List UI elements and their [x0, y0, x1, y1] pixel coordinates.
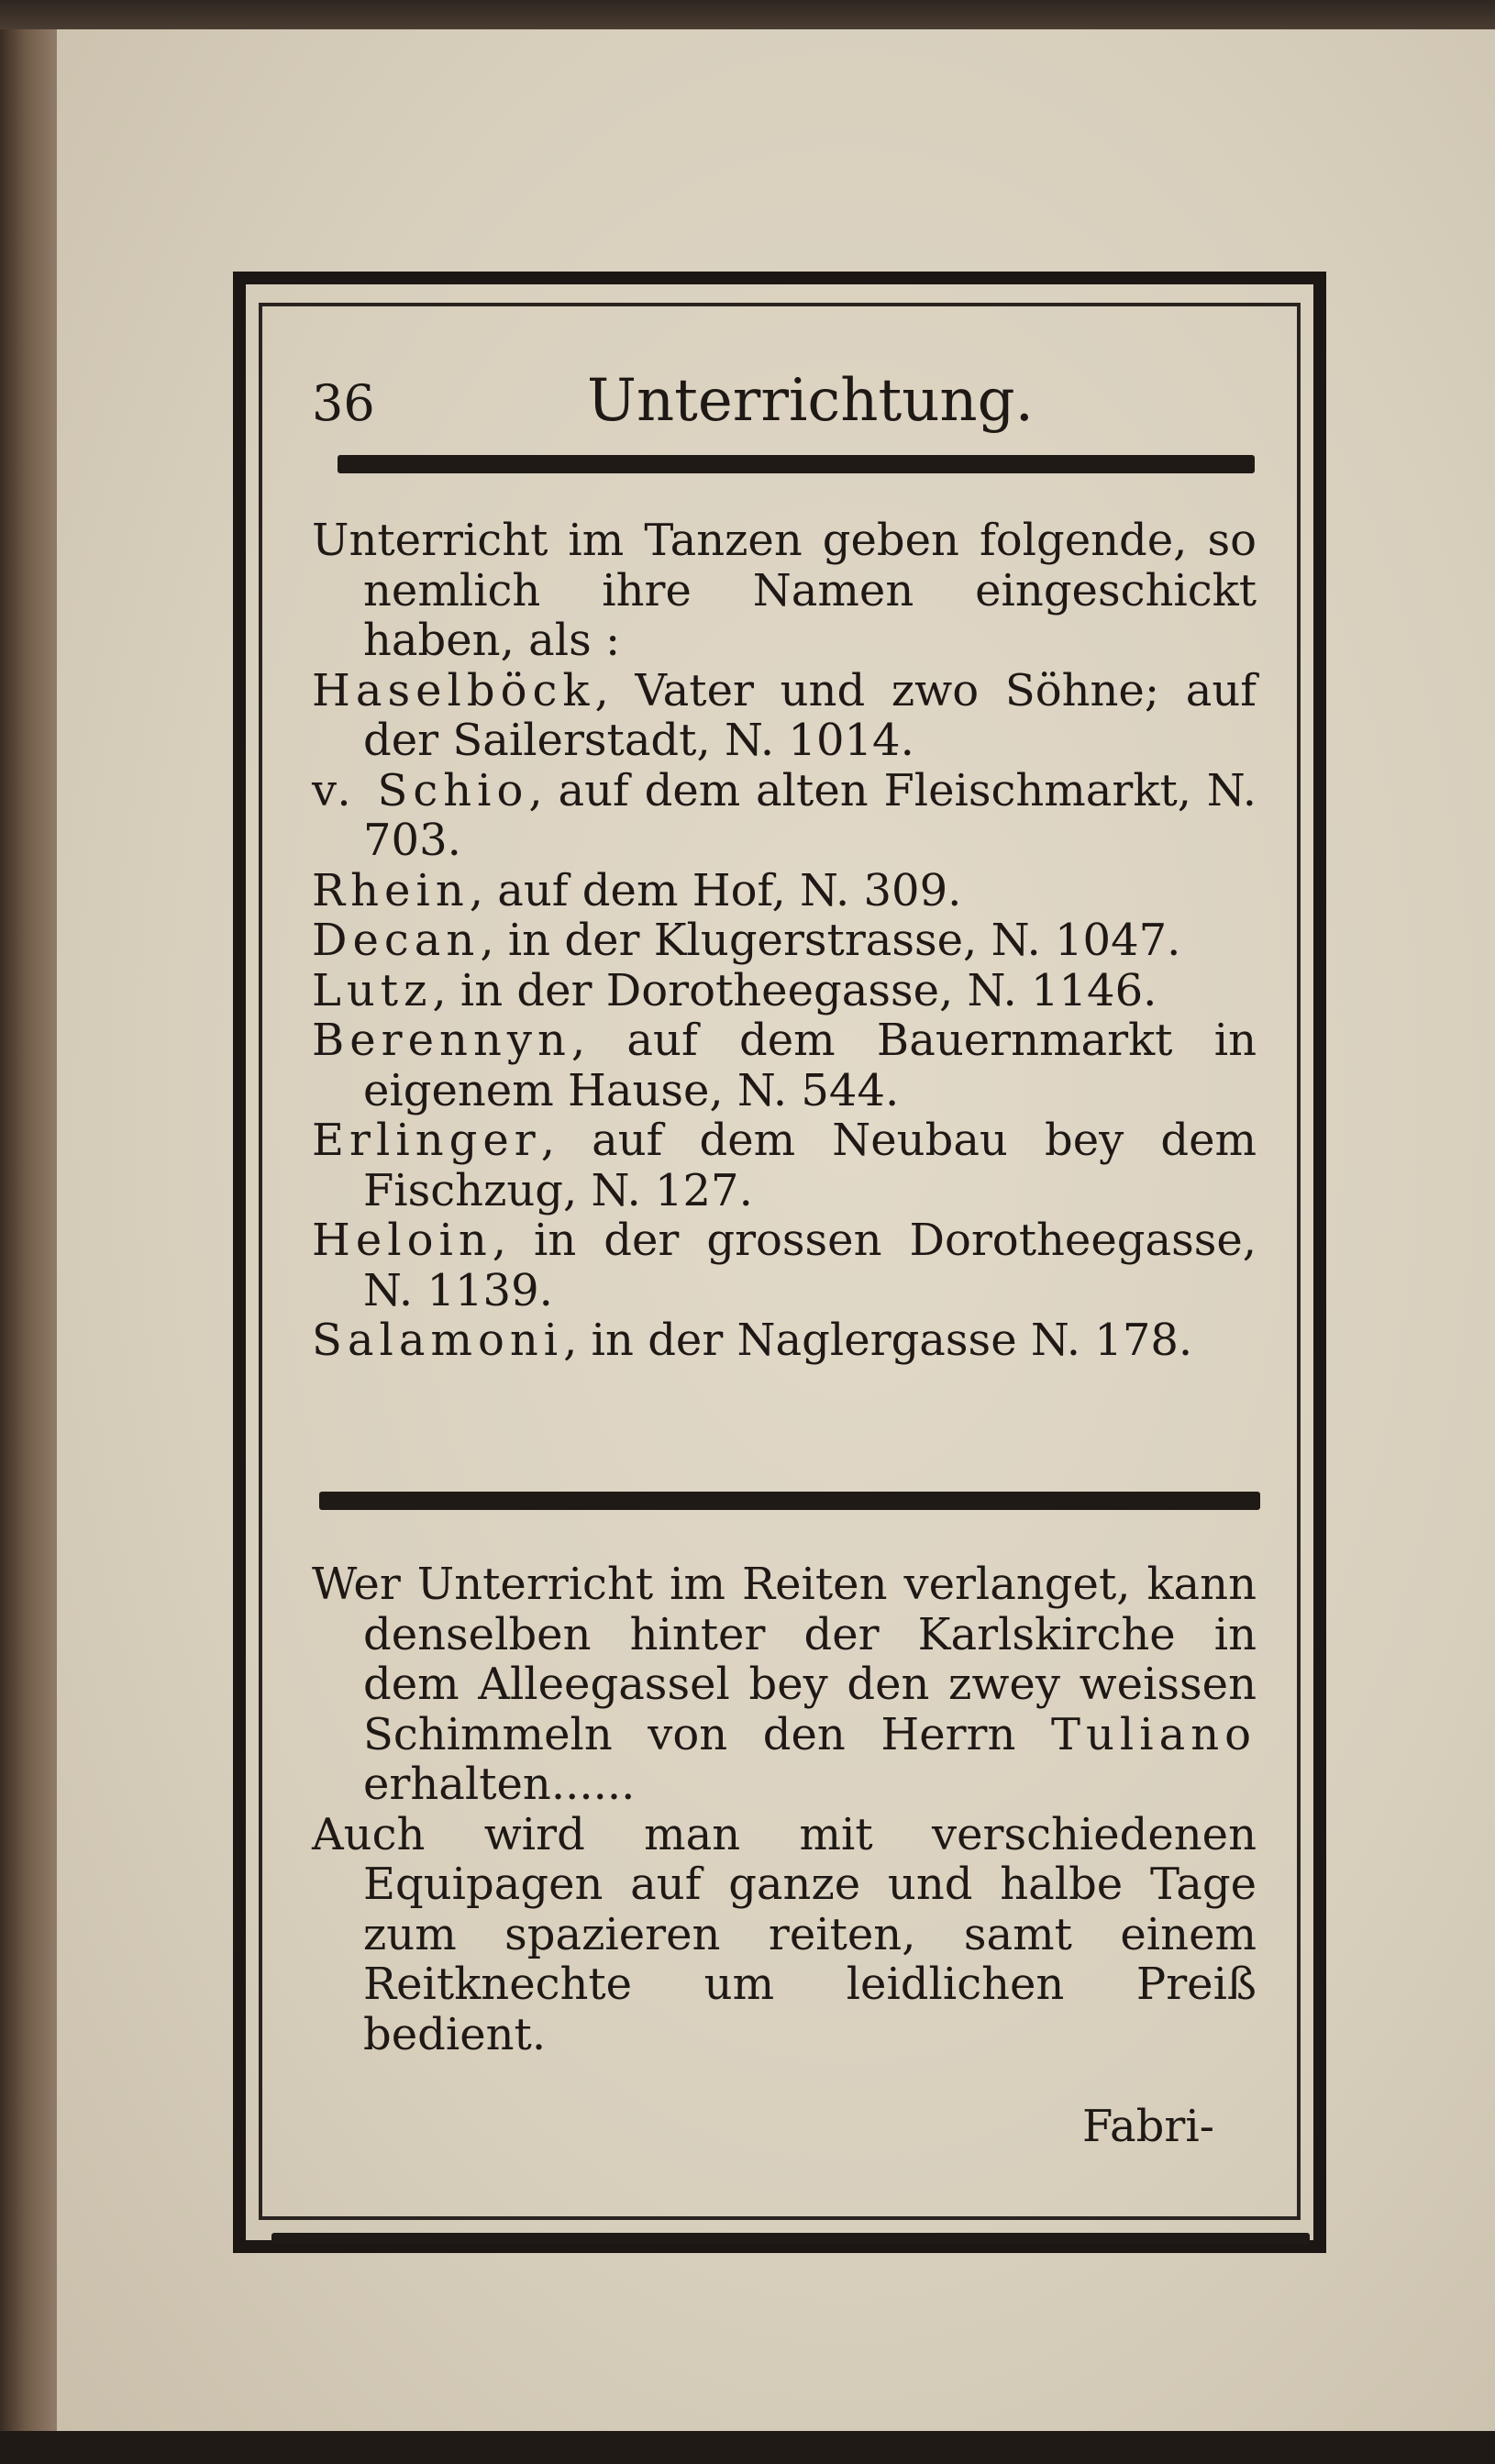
teacher-name: Heloin: [312, 1215, 493, 1266]
riding-text-end: erhalten......: [363, 1759, 636, 1810]
footer-rule: [271, 2233, 1310, 2244]
teacher-name: Salamoni: [312, 1315, 564, 1366]
list-item: [312, 1215, 1257, 1315]
list-item: [312, 866, 1257, 916]
teacher-address: , in der Dorotheegasse, N. 1146.: [432, 964, 1157, 1016]
book-binding-edge: [0, 0, 64, 2464]
teacher-name: Erlinger: [312, 1115, 541, 1166]
teacher-address: , in der Naglergasse N. 178.: [563, 1315, 1193, 1366]
page-number: 36: [312, 374, 375, 432]
teacher-name: Rhein: [312, 864, 470, 916]
teacher-name: Haselböck: [312, 664, 595, 716]
dance-lessons-section: [312, 516, 1257, 1366]
riding-lessons-section: [312, 1559, 1257, 2059]
section-divider-rule: [319, 1492, 1260, 1510]
list-item: [312, 1115, 1257, 1215]
teacher-address: , auf dem alten Fleischmarkt, N. 703.: [363, 764, 1257, 866]
running-title: Unterrichtung.: [587, 367, 1034, 435]
teacher-name: Decan: [312, 915, 481, 966]
page-header: [312, 358, 1266, 440]
teacher-name: v. Schio: [312, 764, 529, 816]
bottom-page-edge: [0, 2431, 1495, 2464]
teacher-address: , auf dem Neubau bey dem Fischzug, N. 127.: [363, 1115, 1257, 1216]
teacher-address: , in der Klugerstrasse, N. 1047.: [480, 915, 1181, 966]
riding-teacher-name: Tuliano: [1050, 1708, 1257, 1760]
list-item: [312, 966, 1257, 1016]
riding-text-start: Wer Unterricht im Reiten verlanget, kann denselben hinter der Karlskirche in dem Alleegassel bey den zwey weissen Schimmeln von den Herrn: [312, 1559, 1257, 1760]
teacher-address: , Vater und zwo Söhne; auf der Sailerstadt, N. 1014.: [363, 664, 1257, 766]
list-item: [312, 766, 1257, 866]
teacher-name: Lutz: [312, 964, 433, 1016]
header-rule: [338, 455, 1255, 473]
equipage-paragraph: Auch wird man mit verschiedenen Equipagen auf ganze und halbe Tage zum spazieren reiten, samt einem Reitknechte um leidlichen Preiß bedient.: [312, 1808, 1257, 2060]
teacher-name: Berennyn: [312, 1015, 571, 1066]
riding-paragraph: [312, 1559, 1257, 1810]
list-item: [312, 916, 1257, 966]
teacher-address: , auf dem Hof, N. 309.: [469, 864, 962, 916]
teacher-address: , auf dem Bauernmarkt in eigenem Hause, N. 544.: [363, 1015, 1257, 1116]
top-page-edge: [0, 0, 1495, 29]
list-item: [312, 666, 1257, 766]
teacher-address: , in der grossen Dorotheegasse, N. 1139.: [363, 1215, 1257, 1316]
dance-intro: Unterricht im Tanzen geben folgende, so nemlich ihre Namen eingeschickt haben, als :: [312, 515, 1257, 666]
catchword: Fabri-: [1082, 2101, 1214, 2152]
list-item: [312, 1016, 1257, 1115]
list-item: [312, 1315, 1257, 1366]
